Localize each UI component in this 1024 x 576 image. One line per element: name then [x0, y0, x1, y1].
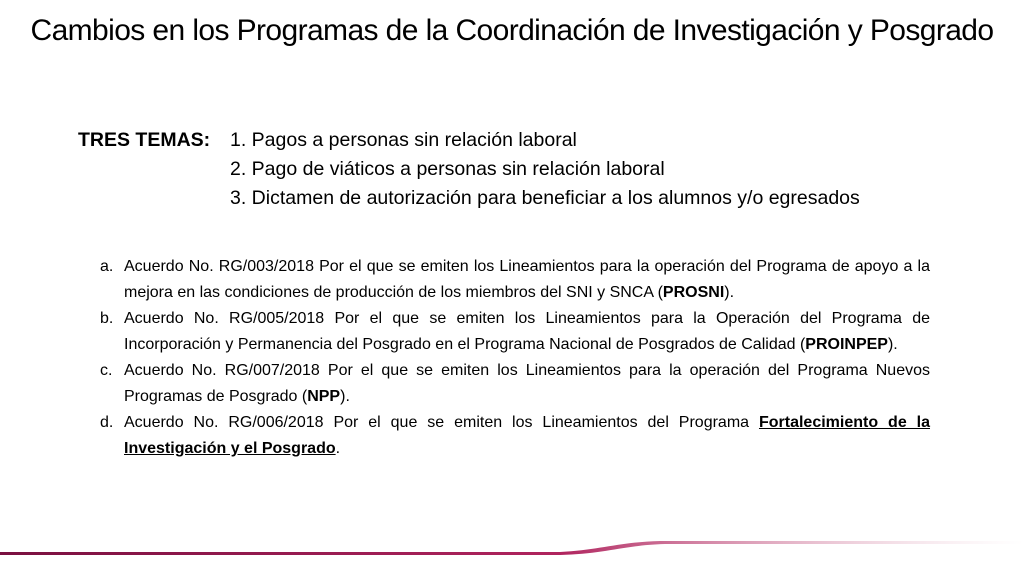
topics-row — [78, 126, 998, 213]
agreement-text — [124, 306, 930, 358]
topics-label: TRES TEMAS: — [78, 129, 211, 151]
slide-title: Cambios en los Programas de la Coordinación de Investigación y Posgrado — [30, 14, 994, 47]
topic-item: 1. Pagos a personas sin relación laboral — [230, 129, 577, 151]
program-acronym: PROSNI — [662, 284, 725, 301]
agreement-text — [124, 254, 930, 306]
footer-band-shape — [0, 541, 1024, 555]
agreement-text — [124, 358, 930, 410]
agreement-item — [100, 358, 930, 410]
agreement-item — [100, 254, 930, 306]
agreement-suffix: ). — [887, 336, 898, 353]
topics-block — [78, 126, 998, 213]
program-name: Fortalecimiento de la Investigación y el Posgrado — [124, 414, 930, 457]
agreement-item — [100, 410, 930, 462]
topic-item: 3. Dictamen de autorización para beneficiar a los alumnos y/o egresados — [230, 187, 860, 209]
agreement-body: Acuerdo No. RG/007/2018 Por el que se emiten los Lineamientos para la operación del Programa Nuevos Programas de Posgrado ( — [124, 362, 930, 405]
agreement-letter: c. — [100, 362, 113, 379]
agreement-letter: d. — [100, 414, 114, 431]
agreement-suffix: ). — [340, 388, 350, 405]
program-acronym: NPP — [307, 388, 341, 405]
agreement-suffix: . — [335, 440, 341, 457]
agreements-list — [100, 254, 930, 462]
agreement-text — [124, 410, 930, 462]
agreement-body: Acuerdo No. RG/005/2018 Por el que se emiten los Lineamientos para la Operación del Programa de Incorporación y Permanencia del Posgrado en el Programa Nacional de Posgrados de Calidad ( — [124, 310, 930, 353]
agreement-item — [100, 306, 930, 358]
topic-item: 2. Pago de viáticos a personas sin relación laboral — [230, 158, 665, 180]
agreement-letter: b. — [100, 310, 114, 327]
program-acronym: PROINPEP — [805, 336, 888, 353]
topics-list — [230, 126, 860, 213]
decorative-footer-band — [0, 538, 1024, 556]
agreement-letter: a. — [100, 258, 114, 275]
agreement-body: Acuerdo No. RG/003/2018 Por el que se emiten los Lineamientos para la operación del Programa de apoyo a la mejora en las condiciones de producción de los miembros del SNI y SNCA ( — [124, 258, 930, 301]
agreement-body: Acuerdo No. RG/006/2018 Por el que se emiten los Lineamientos del Programa — [124, 414, 759, 431]
agreement-suffix: ). — [724, 284, 735, 301]
